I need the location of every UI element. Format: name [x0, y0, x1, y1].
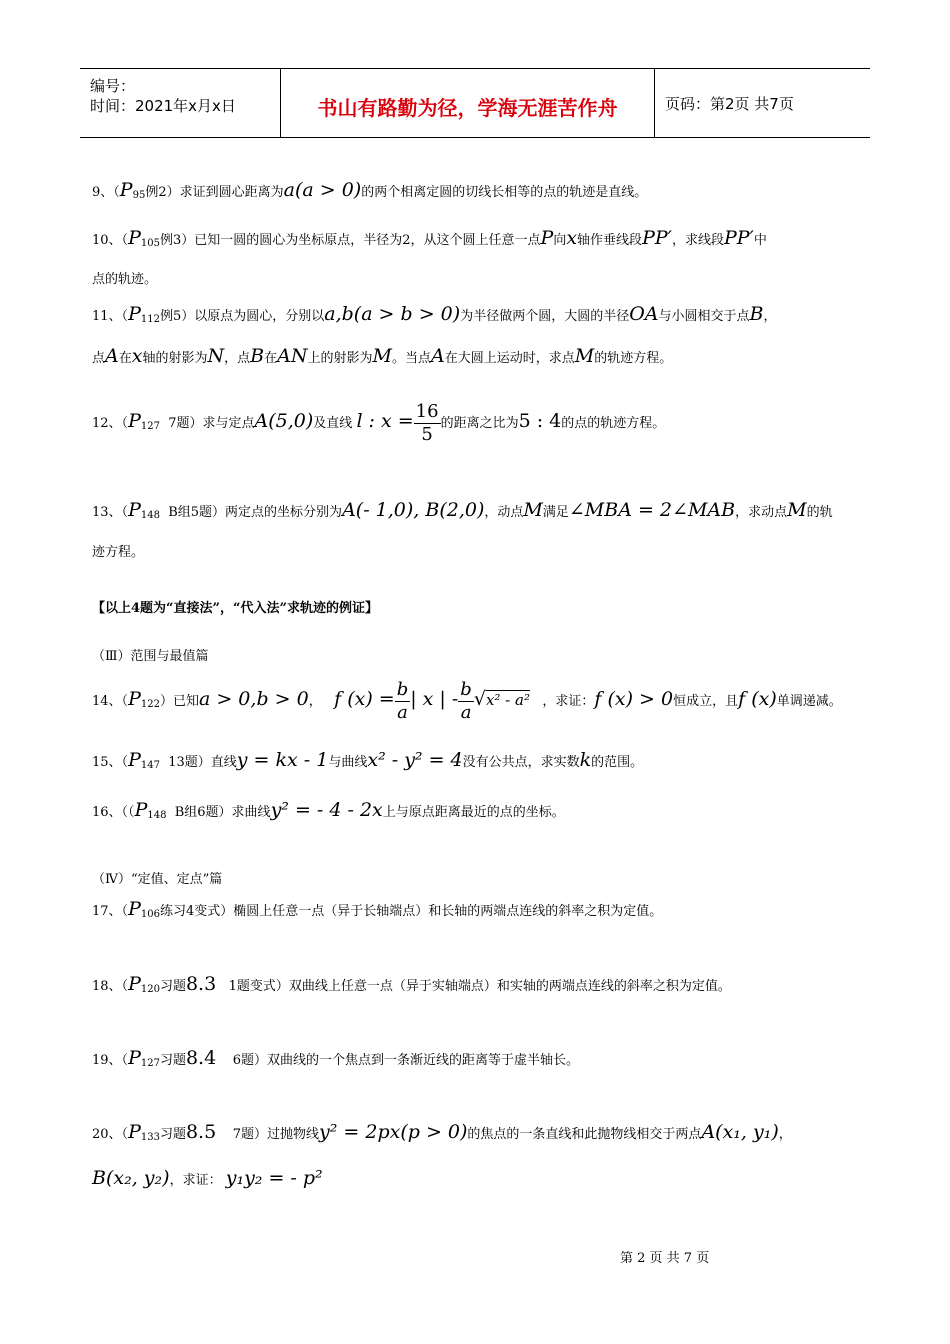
problem-10: 10、（$P_{105}$例3）已知一圆的圆心为坐标原点，半径为2，从这个圆上任意一点P向x轴作垂线段PP′，求线段PP′中	[92, 227, 767, 249]
header-center-cell	[281, 69, 655, 137]
problem-12: 12、（$P_{127}$ 7题）求与定点A(5,0)及直线 l : x = $\frac{16}{5}$ 的距离之比为5 : 4的点的轨迹方程。	[92, 401, 666, 445]
problem-11-line2: 点A在x轴的射影为N，点B在AN上的射影为M。当点A在大圆上运动时，求点M的轨迹方程。	[92, 345, 673, 367]
header-right-cell	[655, 69, 870, 137]
problem-13: 13、（$P_{148}$ B组5题）两定点的坐标分别为A(- 1,0), B(2,0)，动点M满足∠MBA = 2∠MAB，求动点M的轨	[92, 499, 833, 521]
problem-15: 15、（$P_{147}$ 13题）直线y = kx - 1与曲线x² - y² = 4没有公共点，求实数k的范围。	[92, 749, 644, 771]
section-3-heading: （Ⅲ）范围与最值篇	[92, 649, 209, 664]
problem-9: 9、（$P_{95}$例2）求证到圆心距离为a(a > 0)的两个相离定圆的切线长相等的点的轨迹是直线。	[92, 179, 648, 201]
problem-11: 11、（$P_{112}$例5）以原点为圆心，分别以a,b(a > b > 0)为半径做两个圆，大圆的半径OA与小圆相交于点B，	[92, 303, 777, 325]
header-left-cell	[80, 69, 281, 137]
number-label: 编号：	[90, 77, 136, 95]
motto: 书山有路勤为径，学海无涯苦作舟	[317, 96, 618, 120]
page-info: 页码：第2页 共7页	[665, 95, 794, 113]
sqrt-sign: √	[473, 688, 486, 710]
document-header	[80, 68, 870, 138]
problem-14: 14、$(P_{122})$已知a > 0,b > 0， f (x) = $\frac{b}{a}$ | x | - $\frac{b}{a}$ √x² - a² ，求证：f (x) > 0恒成立，且f (x)单调递减。	[92, 679, 842, 723]
summary-note: 【以上4题为“直接法”，“代入法”求轨迹的例证】	[92, 601, 378, 616]
problem-17: 17、（$P_{106}$练习4变式）椭圆上任意一点（异于长轴端点）和长轴的两端点连线的斜率之积为定值。	[92, 898, 663, 920]
fraction-16-5: $\frac{16}{5}$	[415, 401, 439, 445]
problem-18: 18、（$P_{120}$习题8.3 1题变式）双曲线上任意一点（异于实轴端点）和实轴的两端点连线的斜率之积为定值。	[92, 973, 731, 995]
problem-13-line2: 迹方程。	[92, 545, 145, 560]
problem-20-line2: B(x₂, y₂)，求证： y₁y₂ = - p²	[92, 1167, 323, 1189]
date-label: 时间：2021年x月x日	[90, 97, 236, 115]
section-4-heading: （Ⅳ）“定值、定点”篇	[92, 872, 223, 887]
problem-16: 16、（（$P_{148}$ B组6题）求曲线y² = - 4 - 2x上与原点距离最近的点的坐标。	[92, 799, 565, 821]
problem-10-line2: 点的轨迹。	[92, 272, 158, 287]
problem-19: 19、（$P_{127}$习题8.4 6题）双曲线的一个焦点到一条渐近线的距离等于虚半轴长。	[92, 1047, 580, 1069]
page-footer: 第 2 页 共 7 页	[620, 1251, 710, 1266]
problem-20: 20、（$P_{133}$习题8.5 7题）过抛物线y² = 2px(p > 0)的焦点的一条直线和此抛物线相交于两点A(x₁, y₁)，	[92, 1121, 792, 1143]
